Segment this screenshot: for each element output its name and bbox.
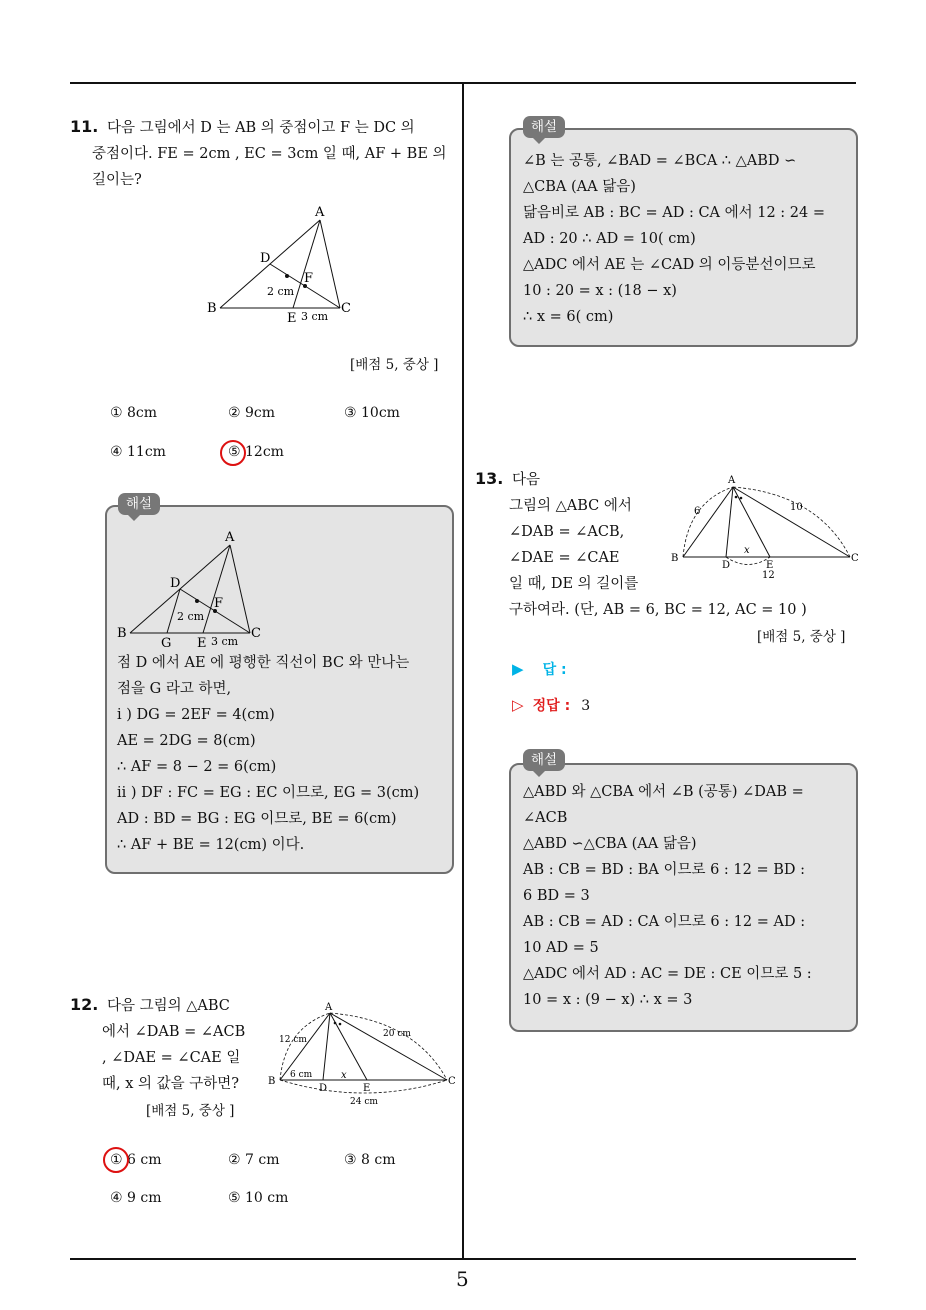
q11-line-3: 길이는? xyxy=(92,172,142,188)
q12-fig-C: C xyxy=(448,1076,456,1087)
q12-fig-ac: 20 cm xyxy=(383,1029,411,1039)
q11-sol-fig-B: B xyxy=(117,626,127,641)
q11-solution-tag: 해설 xyxy=(118,493,160,515)
q12-option-4[interactable]: ④ 9 cm xyxy=(110,1190,162,1206)
q12-sol-line-3: 닮음비로 AB : BC = AD : CA 에서 12 : 24 = xyxy=(523,205,826,221)
center-divider xyxy=(462,82,464,1259)
q12-solution-tag: 해설 xyxy=(523,116,565,138)
q13-number: 13. xyxy=(475,469,504,488)
q11-sol-fig-C: C xyxy=(251,626,261,641)
q11-sol-fig-F: F xyxy=(214,596,224,611)
q13-answer-input[interactable] xyxy=(590,656,820,680)
q11-line-2: 중점이다. FE = 2cm , EC = 3cm 일 때, AF + BE 의 xyxy=(92,146,447,162)
q13-sol-line-6: AB : CB = AD : CA 이므로 6 : 12 = AD : xyxy=(523,914,806,930)
q11-fig-A: A xyxy=(315,205,325,220)
q13-correct-value: 3 xyxy=(581,698,591,714)
q13-correct-row xyxy=(512,695,590,715)
q11-question xyxy=(70,114,460,193)
q11-fig-ec: 3 cm xyxy=(301,310,329,323)
q11-score: [배점 5, 중상 ] xyxy=(350,357,439,373)
q11-figure xyxy=(205,200,365,325)
q11-fig-F: F xyxy=(304,271,314,286)
q12-line-3: , ∠DAE = ∠CAE 일 xyxy=(102,1050,241,1066)
q12-option-3[interactable]: ③ 8 cm xyxy=(344,1152,396,1168)
q12-fig-x: x xyxy=(341,1070,347,1081)
q11-solution-figure xyxy=(115,527,275,652)
q11-fig-C: C xyxy=(341,301,351,316)
q12-line-2: 에서 ∠DAB = ∠ACB xyxy=(102,1024,246,1040)
q11-option-4[interactable]: ④ 11cm xyxy=(110,444,166,460)
q13-sol-line-4: AB : CB = BD : BA 이므로 6 : 12 = BD : xyxy=(523,862,806,878)
q13-sol-line-8: △ADC 에서 AD : AC = DE : CE 이므로 5 : xyxy=(523,966,812,982)
q13-fig-ac: 10 xyxy=(790,502,803,513)
q13-fig-ab: 6 xyxy=(694,506,701,517)
q12-correct-mark xyxy=(103,1147,129,1173)
q11-fig-fe: 2 cm xyxy=(267,285,295,298)
q13-fig-D: D xyxy=(722,560,731,571)
q13-sol-line-9: 10 = x : (9 − x) ∴ x = 3 xyxy=(523,992,693,1008)
q12-option-2[interactable]: ② 7 cm xyxy=(228,1152,280,1168)
page-number: 5 xyxy=(456,1267,469,1291)
q12-fig-ab: 12 cm xyxy=(279,1035,307,1045)
q12-figure xyxy=(265,998,460,1108)
q11-sol-line-7: AD : BD = BG : EG 이므로, BE = 6(cm) xyxy=(117,811,397,827)
q13-answer-row xyxy=(512,659,567,679)
q13-line-4: ∠DAE = ∠CAE xyxy=(509,550,620,566)
q11-fig-D: D xyxy=(260,251,271,266)
q11-sol-fig-G: G xyxy=(161,636,172,651)
q11-solution-box xyxy=(105,505,454,874)
q12-score: [배점 5, 중상 ] xyxy=(146,1103,235,1119)
q12-fig-D: D xyxy=(319,1083,328,1094)
q11-option-3[interactable]: ③ 10cm xyxy=(344,405,400,421)
q13-figure xyxy=(668,472,863,582)
q11-sol-line-6: ii ) DF : FC = EG : EC 이므로, EG = 3(cm) xyxy=(117,785,420,801)
q13-fig-E: E xyxy=(766,560,774,571)
q13-correct-label: 정답 : xyxy=(532,698,571,714)
q11-option-2[interactable]: ② 9cm xyxy=(228,405,276,421)
q11-number: 11. xyxy=(70,117,99,136)
q11-sol-fig-ec: 3 cm xyxy=(211,635,239,648)
q12-line-1: 다음 그림의 △ABC xyxy=(106,998,230,1014)
q13-fig-x: x xyxy=(744,545,750,556)
q12-sol-line-1: ∠B 는 공통, ∠BAD = ∠BCA ∴ △ABD ∽ xyxy=(523,153,797,169)
correct-arrow-icon: ▷ xyxy=(512,696,524,714)
q11-fig-E: E xyxy=(287,311,297,325)
q11-sol-line-5: ∴ AF = 8 − 2 = 6(cm) xyxy=(117,759,277,775)
q13-fig-A: A xyxy=(728,475,736,486)
q13-fig-B: B xyxy=(671,553,679,564)
answer-arrow-icon: ▶ xyxy=(512,660,524,678)
q12-fig-bc: 24 cm xyxy=(350,1097,378,1107)
q12-number: 12. xyxy=(70,995,99,1014)
q13-score: [배점 5, 중상 ] xyxy=(757,629,846,645)
q13-fig-bc: 12 xyxy=(762,570,775,581)
q11-sol-line-4: AE = 2DG = 8(cm) xyxy=(117,733,256,749)
q12-sol-line-2: △CBA (AA 닮음) xyxy=(523,179,636,195)
q13-fig-C: C xyxy=(851,553,859,564)
q13-line-5: 일 때, DE 의 길이를 xyxy=(509,576,639,592)
q11-sol-fig-A: A xyxy=(225,530,235,545)
q13-solution-box xyxy=(509,763,858,1032)
q12-sol-line-5: △ADC 에서 AE 는 ∠CAD 의 이등분선이므로 xyxy=(523,257,816,273)
q11-option-5[interactable]: ⑤ 12cm xyxy=(228,444,284,460)
q13-line-3: ∠DAB = ∠ACB, xyxy=(509,524,625,540)
q12-solution-text xyxy=(523,148,848,330)
q12-line-4: 때, x 의 값을 구하면? xyxy=(102,1076,240,1092)
q11-fig-B: B xyxy=(207,301,217,316)
q12-sol-line-4: AD : 20 ∴ AD = 10( cm) xyxy=(523,231,696,247)
q11-sol-line-2: 점을 G 라고 하면, xyxy=(117,681,232,697)
q13-line-1: 다음 xyxy=(511,472,540,488)
q11-sol-line-1: 점 D 에서 AE 에 평행한 직선이 BC 와 만나는 xyxy=(117,655,410,671)
q12-fig-B: B xyxy=(268,1076,276,1087)
q11-sol-fig-fe: 2 cm xyxy=(177,610,205,623)
q11-sol-fig-D: D xyxy=(170,576,181,591)
q11-correct-mark xyxy=(220,440,246,466)
q13-answer-label: 답 : xyxy=(542,662,567,678)
q13-solution-text xyxy=(523,779,848,1013)
q12-fig-bd: 6 cm xyxy=(290,1070,313,1080)
q11-solution-text xyxy=(117,650,447,858)
q12-fig-A: A xyxy=(325,1002,333,1013)
q12-sol-line-7: ∴ x = 6( cm) xyxy=(523,309,614,325)
q11-sol-line-8: ∴ AF + BE = 12(cm) 이다. xyxy=(117,837,305,853)
bottom-rule xyxy=(70,1258,856,1260)
q13-line-2: 그림의 △ABC 에서 xyxy=(509,498,632,514)
q13-solution-tag: 해설 xyxy=(523,749,565,771)
q12-option-1[interactable]: ① 6 cm xyxy=(110,1152,162,1168)
q11-line-1: 다음 그림에서 D 는 AB 의 중점이고 F 는 DC 의 xyxy=(106,120,415,136)
q12-solution-box xyxy=(509,128,858,347)
q13-sol-line-7: 10 AD = 5 xyxy=(523,940,599,956)
q12-question xyxy=(70,992,270,1097)
q11-sol-line-3: i ) DG = 2EF = 4(cm) xyxy=(117,707,275,723)
q12-fig-E: E xyxy=(363,1083,371,1094)
q11-option-1[interactable]: ① 8cm xyxy=(110,405,158,421)
q13-sol-line-2: ∠ACB xyxy=(523,810,568,826)
q12-option-5[interactable]: ⑤ 10 cm xyxy=(228,1190,289,1206)
q13-line-6: 구하여라. (단, AB = 6, BC = 12, AC = 10 ) xyxy=(509,602,807,618)
q13-sol-line-3: △ABD ∽△CBA (AA 닮음) xyxy=(523,836,697,852)
q11-sol-fig-E: E xyxy=(197,636,207,651)
q13-sol-line-1: △ABD 와 △CBA 에서 ∠B (공통) ∠DAB = xyxy=(523,784,804,800)
q12-sol-line-6: 10 : 20 = x : (18 − x) xyxy=(523,283,677,299)
q13-sol-line-5: 6 BD = 3 xyxy=(523,888,590,904)
